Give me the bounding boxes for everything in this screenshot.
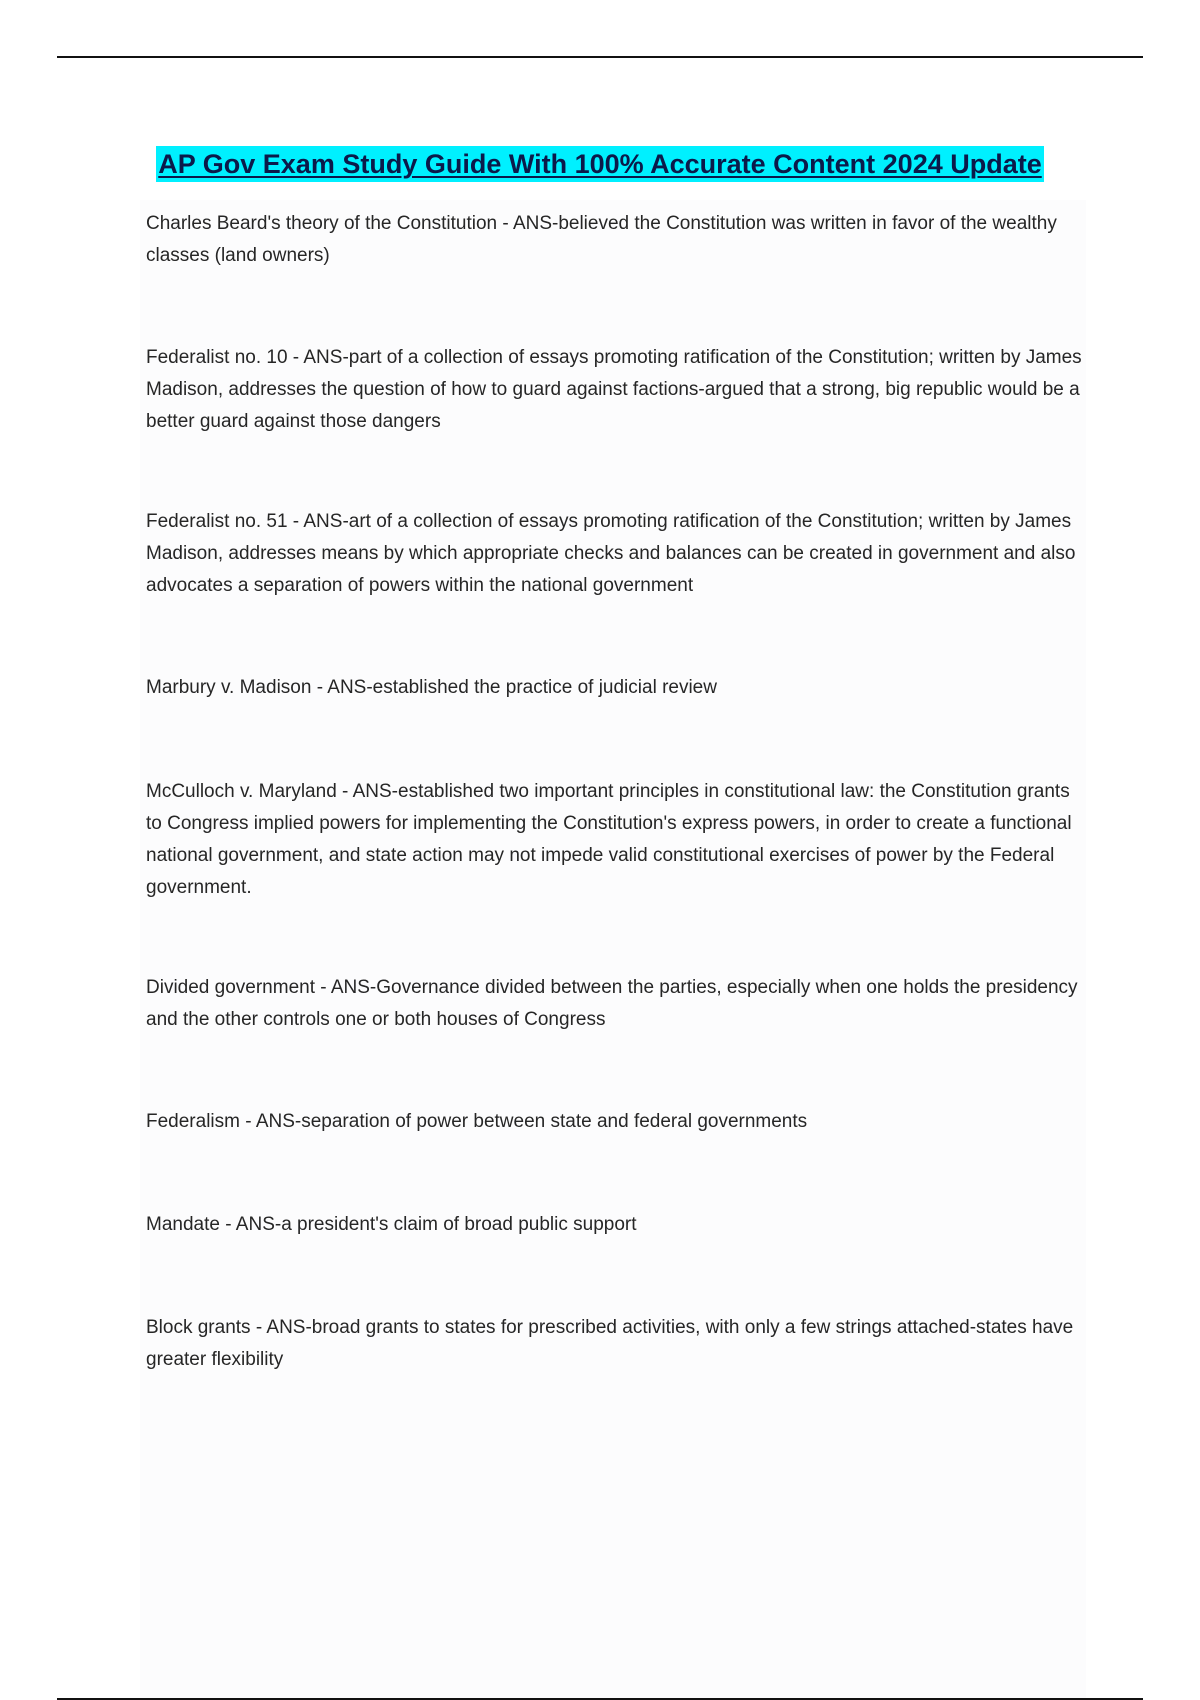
entry-term: Mandate bbox=[146, 1214, 220, 1235]
entry-answer: ANS-separation of power between state and federal governments bbox=[255, 1111, 808, 1132]
entry-answer: ANS-Governance divided between the parties, especially when one holds the presidency and the other controls one or both houses of Congress bbox=[146, 977, 1078, 1030]
document-title: AP Gov Exam Study Guide With 100% Accurate Content 2024 Update bbox=[156, 146, 1044, 182]
entry-answer: ANS-art of a collection of essays promoting ratification of the Constitution; written by James Madison, addresses means by which appropriate checks and balances can be created in government and also advocates a separation of powers within the national government bbox=[146, 511, 1076, 596]
entry-answer: ANS-established two important principles in constitutional law: the Constitution grants to Congress implied powers for implementing the Constitution's express powers, in order to create a functional national government, and state action may not impede valid constitutional exercises of power by the Federal government. bbox=[146, 781, 1072, 898]
entry-separator: - bbox=[250, 1317, 267, 1338]
entry-marbury-v-madison bbox=[146, 672, 717, 704]
header-rule bbox=[57, 56, 1143, 58]
entry-answer: ANS-a president's claim of broad public support bbox=[235, 1214, 637, 1235]
title-container bbox=[0, 146, 1200, 182]
entry-answer: ANS-believed the Constitution was written in favor of the wealthy classes (land owners) bbox=[146, 213, 1057, 266]
entry-federalist-51 bbox=[146, 506, 1086, 602]
entry-separator: - bbox=[497, 213, 513, 234]
entry-term: Charles Beard's theory of the Constitution bbox=[146, 213, 498, 234]
entry-term: Marbury v. Madison bbox=[146, 677, 312, 698]
entry-term: Divided government bbox=[146, 977, 315, 998]
entry-answer: ANS-part of a collection of essays promoting ratification of the Constitution; written by James Madison, addresses the question of how to guard against factions-argued that a strong, big republic would be a better guard against those dangers bbox=[146, 347, 1082, 432]
entry-separator: - bbox=[239, 1111, 256, 1132]
entry-charles-beard bbox=[146, 208, 1086, 272]
entry-term: Federalist no. 10 bbox=[146, 347, 288, 368]
entry-mcculloch-v-maryland bbox=[146, 776, 1086, 904]
entry-block-grants bbox=[146, 1312, 1086, 1376]
entry-federalist-10 bbox=[146, 342, 1086, 438]
entry-federalism bbox=[146, 1106, 807, 1138]
entry-answer: ANS-broad grants to states for prescribed activities, with only a few strings attached-states have greater flexibility bbox=[146, 1317, 1074, 1370]
entry-term: Federalism bbox=[146, 1111, 240, 1132]
entry-answer: ANS-established the practice of judicial review bbox=[327, 677, 717, 698]
entry-separator: - bbox=[336, 781, 353, 802]
entry-term: Block grants bbox=[146, 1317, 251, 1338]
entry-mandate bbox=[146, 1209, 637, 1241]
entry-divided-government bbox=[146, 972, 1086, 1036]
entry-term: McCulloch v. Maryland bbox=[146, 781, 337, 802]
entry-separator: - bbox=[287, 511, 304, 532]
entry-separator: - bbox=[219, 1214, 236, 1235]
entry-separator: - bbox=[314, 977, 331, 998]
entry-separator: - bbox=[287, 347, 304, 368]
entry-term: Federalist no. 51 bbox=[146, 511, 288, 532]
entry-separator: - bbox=[311, 677, 328, 698]
